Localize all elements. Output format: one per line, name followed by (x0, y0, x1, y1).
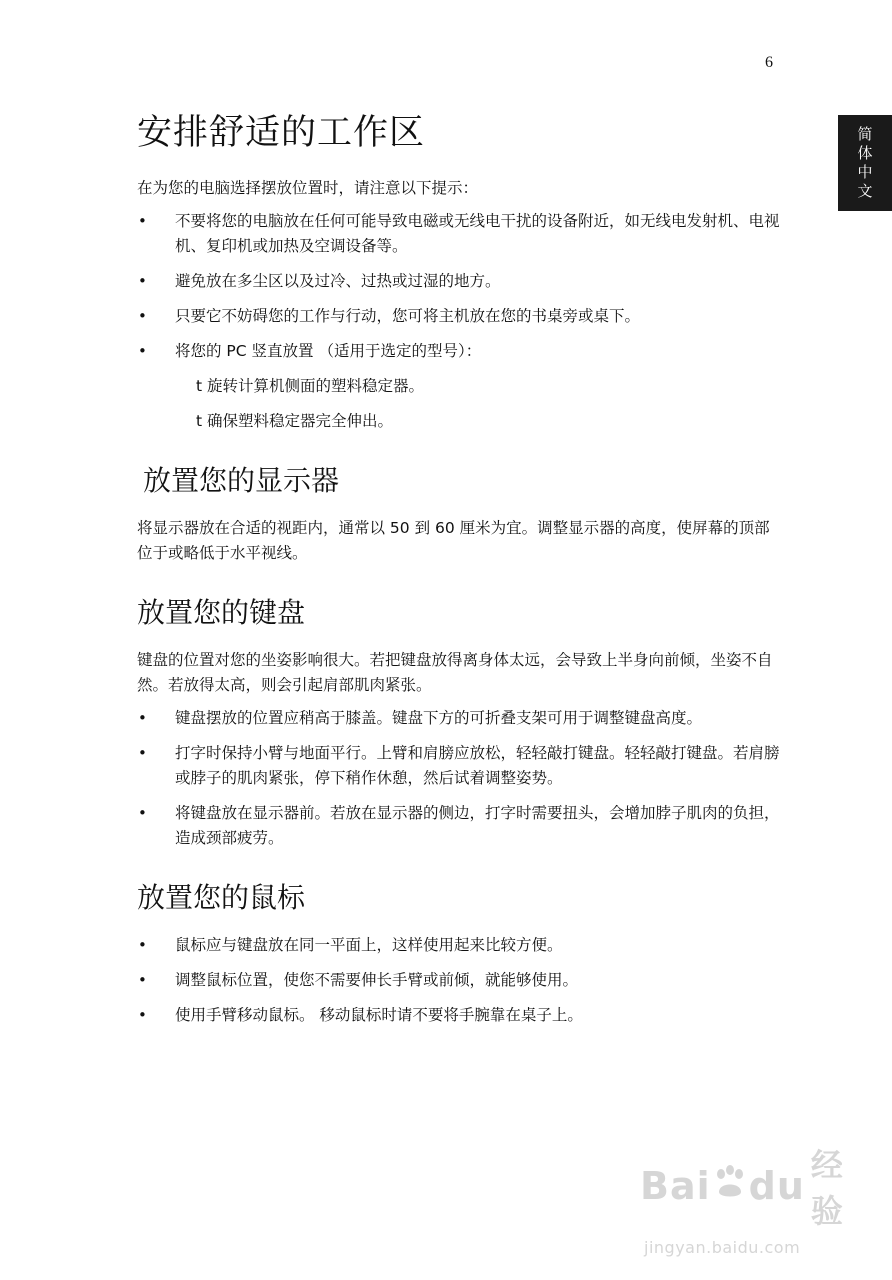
page-content (137, 108, 782, 1038)
mouse-section-heading: 放置您的鼠标 (137, 881, 306, 914)
list-item (137, 706, 782, 731)
watermark-url: jingyan.baidu.com (644, 1238, 801, 1257)
language-tab-char: 简 (857, 125, 873, 143)
list-item-text: 调整鼠标位置，使您不需要伸长手臂或前倾，就能够使用。 (175, 971, 579, 989)
bullet-icon: • (138, 936, 147, 954)
bullet-icon: • (138, 307, 147, 325)
bullet-icon: • (138, 709, 147, 727)
intro-text: 在为您的电脑选择摆放位置时，请注意以下提示： (137, 179, 479, 197)
page-title: 安排舒适的工作区 (137, 113, 426, 153)
bullet-icon: • (138, 342, 147, 360)
list-item-text: 使用手臂移动鼠标。 移动鼠标时请不要将手腕靠在桌子上。 (175, 1006, 583, 1024)
list-item (137, 968, 782, 993)
bullet-icon: • (138, 272, 147, 290)
sub-item-list (196, 374, 782, 434)
bullet-icon: • (138, 212, 147, 230)
list-item-text: 只要它不妨碍您的工作与行动，您可将主机放在您的书桌旁或桌下。 (175, 307, 641, 325)
page-number: 6 (765, 54, 773, 71)
workspace-bullet-list (137, 209, 782, 364)
list-item (137, 269, 782, 294)
bullet-icon: • (138, 971, 147, 989)
keyboard-section-text: 键盘的位置对您的坐姿影响很大。若把键盘放得离身体太远，会导致上半身向前倾，坐姿不自然。若放得太高，则会引起肩部肌肉紧张。 (137, 651, 773, 694)
list-item (137, 304, 782, 329)
list-item (137, 741, 782, 791)
paw-icon (713, 1164, 747, 1209)
language-tab (838, 115, 892, 211)
keyboard-bullet-list (137, 706, 782, 851)
list-item (137, 339, 782, 364)
mouse-bullet-list (137, 933, 782, 1028)
watermark-logo-text: du (748, 1164, 805, 1208)
baidu-watermark (640, 1140, 870, 1257)
bullet-icon: • (138, 1006, 147, 1024)
bullet-icon: • (138, 804, 147, 822)
list-item-text: 不要将您的电脑放在任何可能导致电磁或无线电干扰的设备附近，如无线电发射机、电视机、复印机或加热及空调设备等。 (175, 212, 780, 255)
watermark-logo-text: Bai (640, 1164, 711, 1208)
sub-item: t 确保塑料稳定器完全伸出。 (196, 412, 394, 430)
list-item-text: 将您的 PC 竖直放置 （适用于选定的型号）： (175, 342, 482, 360)
sub-item: t 旋转计算机侧面的塑料稳定器。 (196, 377, 425, 395)
list-item-text: 将键盘放在显示器前。若放在显示器的侧边，打字时需要扭头，会增加脖子肌肉的负担，造成颈部疲劳。 (175, 804, 780, 847)
keyboard-section-heading: 放置您的键盘 (137, 596, 306, 629)
list-item-text: 鼠标应与键盘放在同一平面上，这样使用起来比较方便。 (175, 936, 563, 954)
list-item-text: 键盘摆放的位置应稍高于膝盖。键盘下方的可折叠支架可用于调整键盘高度。 (175, 709, 703, 727)
watermark-logo-cn: 经验 (810, 1146, 844, 1230)
language-tab-char: 体 (857, 144, 873, 162)
list-item (137, 801, 782, 851)
display-section-text: 将显示器放在合适的视距内，通常以 50 到 60 厘米为宜。调整显示器的高度，使屏幕的顶部位于或略低于水平视线。 (137, 519, 770, 562)
watermark-logo (640, 1140, 870, 1232)
language-tab-char: 中 (857, 163, 873, 181)
list-item (137, 933, 782, 958)
bullet-icon: • (138, 744, 147, 762)
display-section-heading: 放置您的显示器 (143, 464, 340, 497)
list-item (137, 1003, 782, 1028)
list-item-text: 打字时保持小臂与地面平行。上臂和肩膀应放松，轻轻敲打键盘。轻轻敲打键盘。若肩膀或脖子的肌肉紧张，停下稍作休憩，然后试着调整姿势。 (175, 744, 780, 787)
list-item-text: 避免放在多尘区以及过冷、过热或过湿的地方。 (175, 272, 501, 290)
language-tab-char: 文 (857, 182, 873, 200)
list-item (137, 209, 782, 259)
